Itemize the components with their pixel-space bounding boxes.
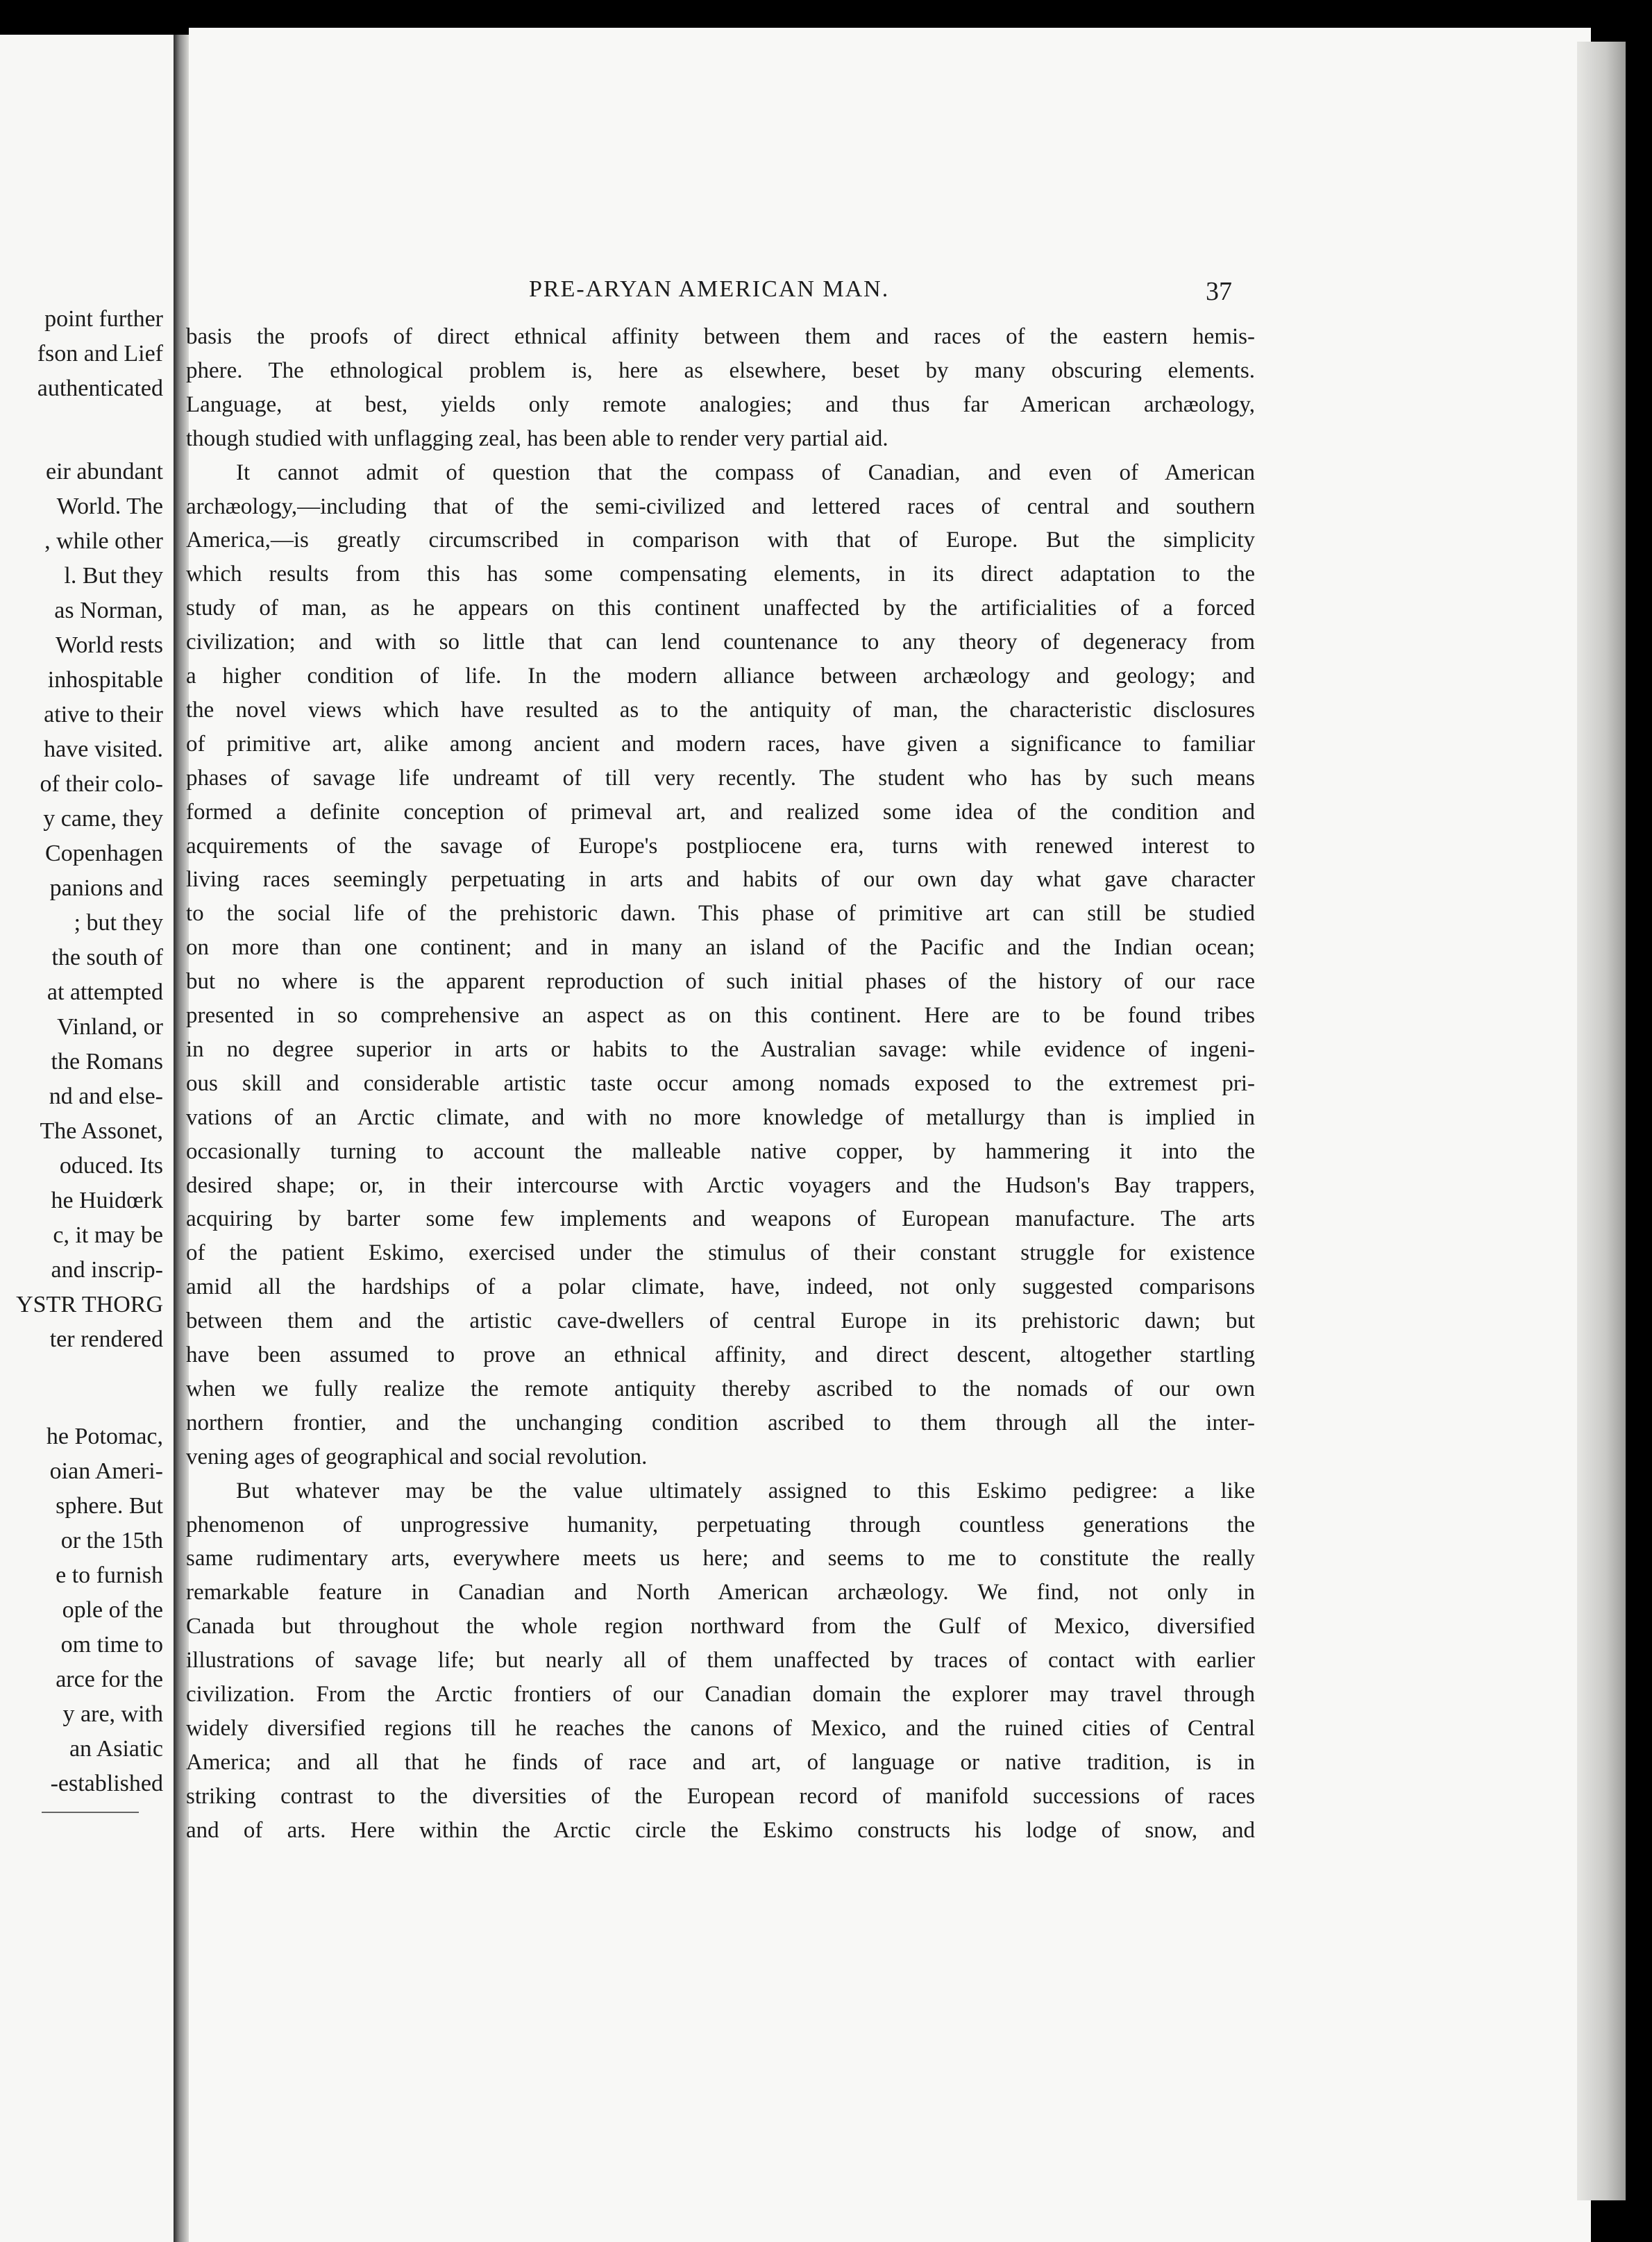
previous-page-line: as Norman, [54, 598, 163, 623]
text-line: of the patient Eskimo, exercised under the stimulus of their constant struggle for existence [186, 1240, 1255, 1266]
text-line: study of man, as he appears on this continent unaffected by the artificialities of a forced [186, 596, 1255, 621]
previous-page-line: ter rendered [49, 1326, 163, 1352]
text-line: of primitive art, alike among ancient and modern races, have given a significance to familiar [186, 731, 1255, 757]
previous-page-line: Vinland, or [57, 1014, 163, 1040]
text-line: presented in so comprehensive an aspect as on this continent. Here are to be found tribes [186, 1003, 1255, 1028]
text-line: It cannot admit of question that the compass of Canadian, and even of American [236, 460, 1255, 485]
text-line: acquiring by barter some few implements and weapons of European manufacture. The arts [186, 1206, 1255, 1232]
text-line: northern frontier, and the unchanging condition ascribed to them through all the inter- [186, 1410, 1255, 1435]
text-line: archæology,—including that of the semi-civilized and lettered races of central and southern [186, 494, 1255, 519]
text-line: have been assumed to prove an ethnical affinity, and direct descent, altogether startling [186, 1342, 1255, 1367]
previous-page-line: he Huidœrk [51, 1188, 163, 1213]
text-line: a higher condition of life. In the modern alliance between archæology and geology; and [186, 664, 1255, 689]
text-line: amid all the hardships of a polar climate, have, indeed, not only suggested comparisons [186, 1274, 1255, 1300]
running-title: PRE-ARYAN AMERICAN MAN. [529, 276, 890, 302]
previous-page-line: authenticated [37, 376, 163, 401]
previous-page-line: oduced. Its [59, 1153, 163, 1179]
previous-page-line: , while other [44, 528, 163, 554]
previous-page-line: arce for the [56, 1667, 163, 1692]
text-line: vening ages of geographical and social revolution. [186, 1444, 648, 1469]
previous-page-line: World. The [56, 494, 163, 519]
text-line: though studied with unflagging zeal, has been able to render very partial aid. [186, 425, 888, 451]
page-edge [1577, 42, 1626, 2200]
text-line: remarkable feature in Canadian and North American archæology. We find, not only in [186, 1580, 1255, 1605]
text-line: civilization; and with so little that can lend countenance to any theory of degeneracy from [186, 630, 1255, 655]
text-line: illustrations of savage life; but nearly all of them unaffected by traces of contact with earlier [186, 1648, 1255, 1674]
previous-page-line: e to furnish [56, 1562, 163, 1588]
text-line: But whatever may be the value ultimately assigned to this Eskimo pedigree: a like [236, 1478, 1255, 1503]
text-line: acquirements of the savage of Europe's postpliocene era, turns with renewed interest to [186, 833, 1255, 859]
previous-page-line: of their colo- [40, 771, 163, 797]
text-line: basis the proofs of direct ethnical affinity between them and races of the eastern hemis- [186, 324, 1255, 349]
page-number: 37 [1206, 277, 1232, 306]
text-line: living races seemingly perpetuating in arts and habits of our own day what gave character [186, 867, 1255, 893]
text-line: striking contrast to the diversities of the European record of manifold successions of races [186, 1783, 1255, 1809]
previous-page-line: fson and Lief [37, 341, 163, 366]
previous-page-line: ative to their [44, 702, 163, 727]
text-line: same rudimentary arts, everywhere meets us here; and seems to me to constitute the really [186, 1546, 1255, 1571]
text-line: which results from this has some compensating elements, in its direct adaptation to the [186, 562, 1255, 587]
previous-page-line: panions and [49, 875, 163, 901]
text-line: America,—is greatly circumscribed in comparison with that of Europe. But the simplicity [186, 528, 1255, 553]
previous-page-line: or the 15th [60, 1528, 163, 1553]
text-line: widely diversified regions till he reaches the canons of Mexico, and the ruined cities of Central [186, 1715, 1255, 1741]
previous-page-line: YSTR THORG [16, 1292, 163, 1317]
text-line: in no degree superior in arts or habits to the Australian savage: while evidence of ingeni- [186, 1036, 1255, 1062]
text-line: Canada but throughout the whole region northward from the Gulf of Mexico, diversified [186, 1614, 1255, 1640]
text-line: and of arts. Here within the Arctic circle the Eskimo constructs his lodge of snow, and [186, 1817, 1255, 1843]
previous-page-line: World rests [56, 632, 163, 658]
previous-page-line: and inscrip- [51, 1257, 163, 1283]
text-line: desired shape; or, in their intercourse with Arctic voyagers and the Hudson's Bay trappers, [186, 1172, 1255, 1198]
text-line: Language, at best, yields only remote analogies; and thus far American archæology, [186, 391, 1255, 417]
text-line: America; and all that he finds of race and art, of language or native tradition, is in [186, 1749, 1255, 1775]
previous-page-line: -established [50, 1771, 163, 1796]
text-line: phases of savage life undreamt of till very recently. The student who has by such means [186, 765, 1255, 791]
previous-page-line: oian Ameri- [49, 1458, 163, 1484]
previous-page-line: nd and else- [49, 1084, 163, 1109]
previous-page-line: y came, they [43, 806, 163, 832]
previous-page-line: om time to [60, 1632, 163, 1658]
running-head [189, 276, 1591, 311]
previous-page-line: point further [44, 306, 163, 332]
previous-page-line: y are, with [62, 1701, 163, 1727]
previous-page-line: sphere. But [56, 1493, 163, 1519]
previous-page-line: an Asiatic [69, 1736, 163, 1762]
previous-page-line: The Assonet, [40, 1118, 163, 1144]
text-line: phere. The ethnological problem is, here as elsewhere, beset by many obscuring elements. [186, 357, 1255, 383]
text-line: occasionally turning to account the malleable native copper, by hammering it into the [186, 1138, 1255, 1164]
previous-page-line: l. But they [64, 563, 163, 589]
text-line: ous skill and considerable artistic taste occur among nomads exposed to the extremest pri- [186, 1070, 1255, 1096]
previous-page-line: the Romans [51, 1049, 163, 1074]
previous-page-line: c, it may be [53, 1222, 163, 1248]
previous-page-line: Copenhagen [45, 841, 163, 866]
text-line: vations of an Arctic climate, and with no more knowledge of metallurgy than is implied in [186, 1104, 1255, 1130]
page [186, 28, 1591, 2242]
text-line: civilization. From the Arctic frontiers of our Canadian domain the explorer may travel through [186, 1682, 1255, 1707]
text-line: formed a definite conception of primeval art, and realized some idea of the condition and [186, 799, 1255, 825]
text-line: phenomenon of unprogressive humanity, perpetuating through countless generations the [186, 1512, 1255, 1537]
text-line: but no where is the apparent reproduction of such initial phases of the history of our race [186, 969, 1255, 995]
previous-page-line: at attempted [47, 979, 163, 1005]
text-line: when we fully realize the remote antiquity thereby ascribed to the nomads of our own [186, 1376, 1255, 1401]
text-line: on more than one continent; and in many an island of the Pacific and the Indian ocean; [186, 935, 1255, 961]
text-line: between them and the artistic cave-dwellers of central Europe in its prehistoric dawn; but [186, 1308, 1255, 1334]
text-line: to the social life of the prehistoric dawn. This phase of primitive art can still be studied [186, 901, 1255, 927]
previous-page-line: ople of the [62, 1597, 163, 1623]
previous-page-line: he Potomac, [46, 1424, 163, 1449]
previous-page-fragment [0, 35, 174, 2242]
previous-page-line: eir abundant [46, 459, 163, 484]
text-line: the novel views which have resulted as to the antiquity of man, the characteristic disclosures [186, 697, 1255, 723]
previous-page-line: inhospitable [47, 667, 163, 693]
previous-page-line: the south of [51, 945, 163, 970]
previous-page-line: have visited. [44, 736, 163, 762]
previous-page-footnote-rule [42, 1812, 139, 1813]
previous-page-line: ; but they [74, 910, 163, 936]
